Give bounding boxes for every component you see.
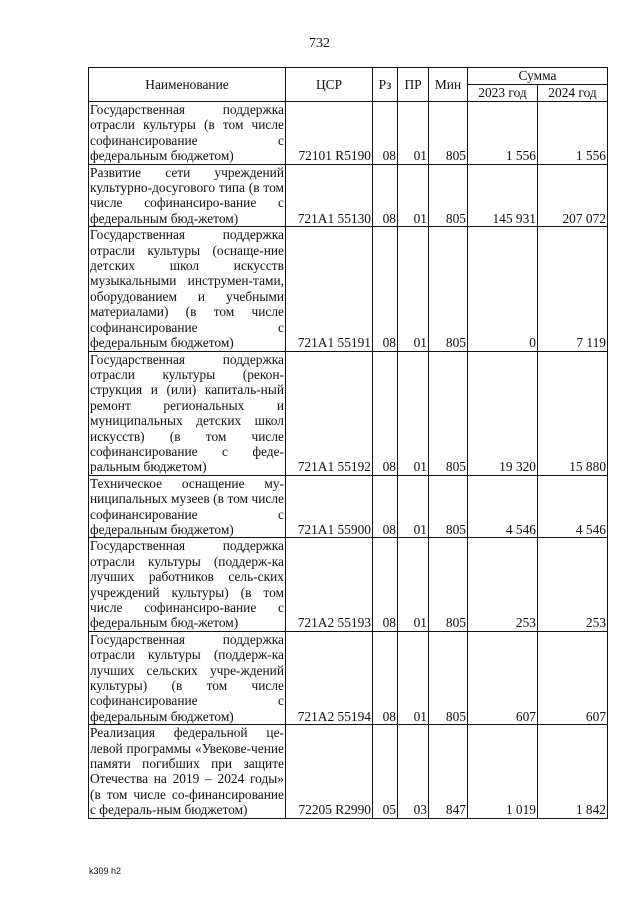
row-csr-cell: 721A2 55194 xyxy=(286,631,373,724)
row-name-cell: Техническое оснащение му-ниципальных музеев (в том числе софинансирование с федеральным бюджетом) xyxy=(90,475,284,537)
row-min-cell: 805 xyxy=(429,631,468,724)
row-2024-cell: 607 xyxy=(538,631,608,724)
table-row xyxy=(89,475,608,538)
table-row xyxy=(89,102,608,165)
row-name-cell: Государственная поддержка отрасли культуры (поддерж-ка лучших работников сель-ских учреждений культуры) (в том числе софинансиро-вание с федеральным бюд-жетом) xyxy=(90,538,284,631)
row-2024-cell: 1 556 xyxy=(538,102,608,165)
row-rz-cell: 08 xyxy=(373,102,398,165)
row-pr-cell: 01 xyxy=(398,164,429,227)
row-csr-cell: 721A1 55900 xyxy=(286,475,373,538)
header-pr: ПР xyxy=(398,68,429,102)
header-csr: ЦСР xyxy=(286,68,373,102)
budget-table xyxy=(88,67,608,819)
table-row xyxy=(89,631,608,724)
table-row xyxy=(89,164,608,227)
header-sum: Сумма xyxy=(468,68,608,85)
row-2024-cell: 15 880 xyxy=(538,351,608,475)
row-2024-cell: 4 546 xyxy=(538,475,608,538)
row-2024-cell: 253 xyxy=(538,538,608,631)
row-pr-cell: 01 xyxy=(398,351,429,475)
row-2023-cell: 253 xyxy=(468,538,538,631)
table-row xyxy=(89,227,608,351)
row-pr-cell: 01 xyxy=(398,475,429,538)
row-csr-cell: 72101 R5190 xyxy=(286,102,373,165)
header-name: Наименование xyxy=(89,68,286,102)
row-name-cell: Развитие сети учреждений культурно-досугового типа (в том числе софинансиро-вание с федеральным бюд-жетом) xyxy=(90,164,284,226)
row-min-cell: 805 xyxy=(429,227,468,351)
row-name-cell: Государственная поддержка отрасли культуры (рекон-струкция и (или) капиталь-ный ремонт региональных и муниципальных детских школ искусств) (в том числе софинансирование с феде-ральным бюджетом) xyxy=(90,351,284,475)
header-2024: 2024 год xyxy=(538,85,608,102)
row-min-cell: 805 xyxy=(429,475,468,538)
row-csr-cell: 721A1 55130 xyxy=(286,164,373,227)
row-name-cell: Государственная поддержка отрасли культуры (в том числе софинансирование с федеральным бюджетом) xyxy=(90,102,284,164)
row-rz-cell: 08 xyxy=(373,351,398,475)
row-csr-cell: 72205 R2990 xyxy=(286,725,373,818)
row-2024-cell: 7 119 xyxy=(538,227,608,351)
row-pr-cell: 03 xyxy=(398,725,429,818)
table-row xyxy=(89,725,608,818)
row-2023-cell: 19 320 xyxy=(468,351,538,475)
row-2023-cell: 0 xyxy=(468,227,538,351)
row-min-cell: 805 xyxy=(429,102,468,165)
row-rz-cell: 08 xyxy=(373,227,398,351)
row-name-cell: Государственная поддержка отрасли культуры (поддерж-ка лучших сельских учре-ждений культуры) (в том числе софинансирование с федеральным бюджетом) xyxy=(90,631,284,724)
row-csr-cell: 721A1 55191 xyxy=(286,227,373,351)
row-pr-cell: 01 xyxy=(398,538,429,631)
table-row xyxy=(89,351,608,475)
row-2024-cell: 207 072 xyxy=(538,164,608,227)
row-rz-cell: 08 xyxy=(373,164,398,227)
row-csr-cell: 721A1 55192 xyxy=(286,351,373,475)
page-number: 732 xyxy=(309,36,330,51)
row-2023-cell: 607 xyxy=(468,631,538,724)
row-pr-cell: 01 xyxy=(398,102,429,165)
row-2023-cell: 1 556 xyxy=(468,102,538,165)
row-pr-cell: 01 xyxy=(398,227,429,351)
row-csr-cell: 721A2 55193 xyxy=(286,538,373,631)
row-rz-cell: 05 xyxy=(373,725,398,818)
row-rz-cell: 08 xyxy=(373,475,398,538)
row-rz-cell: 08 xyxy=(373,538,398,631)
row-2024-cell: 1 842 xyxy=(538,725,608,818)
row-min-cell: 805 xyxy=(429,164,468,227)
row-pr-cell: 01 xyxy=(398,631,429,724)
row-2023-cell: 1 019 xyxy=(468,725,538,818)
row-min-cell: 805 xyxy=(429,351,468,475)
row-name-cell: Государственная поддержка отрасли культуры (оснаще-ние детских школ искусств музыкальными инструмен-тами, оборудованием и учебными материалами) (в том числе софинансирование с федеральным бюджетом) xyxy=(90,227,284,351)
row-2023-cell: 145 931 xyxy=(468,164,538,227)
row-rz-cell: 08 xyxy=(373,631,398,724)
header-2023: 2023 год xyxy=(468,85,538,102)
row-name-cell: Реализация федеральной це-левой программы «Увекове-чение памяти погибших при защите Отечества на 2019 – 2024 годы» (в том числе со-финансирование с федераль-ным бюджетом) xyxy=(90,725,284,818)
row-min-cell: 805 xyxy=(429,538,468,631)
footer-code: k309 h2 xyxy=(89,866,122,876)
row-min-cell: 847 xyxy=(429,725,468,818)
table-row xyxy=(89,538,608,631)
row-2023-cell: 4 546 xyxy=(468,475,538,538)
header-rz: Рз xyxy=(373,68,398,102)
header-min: Мин xyxy=(429,68,468,102)
